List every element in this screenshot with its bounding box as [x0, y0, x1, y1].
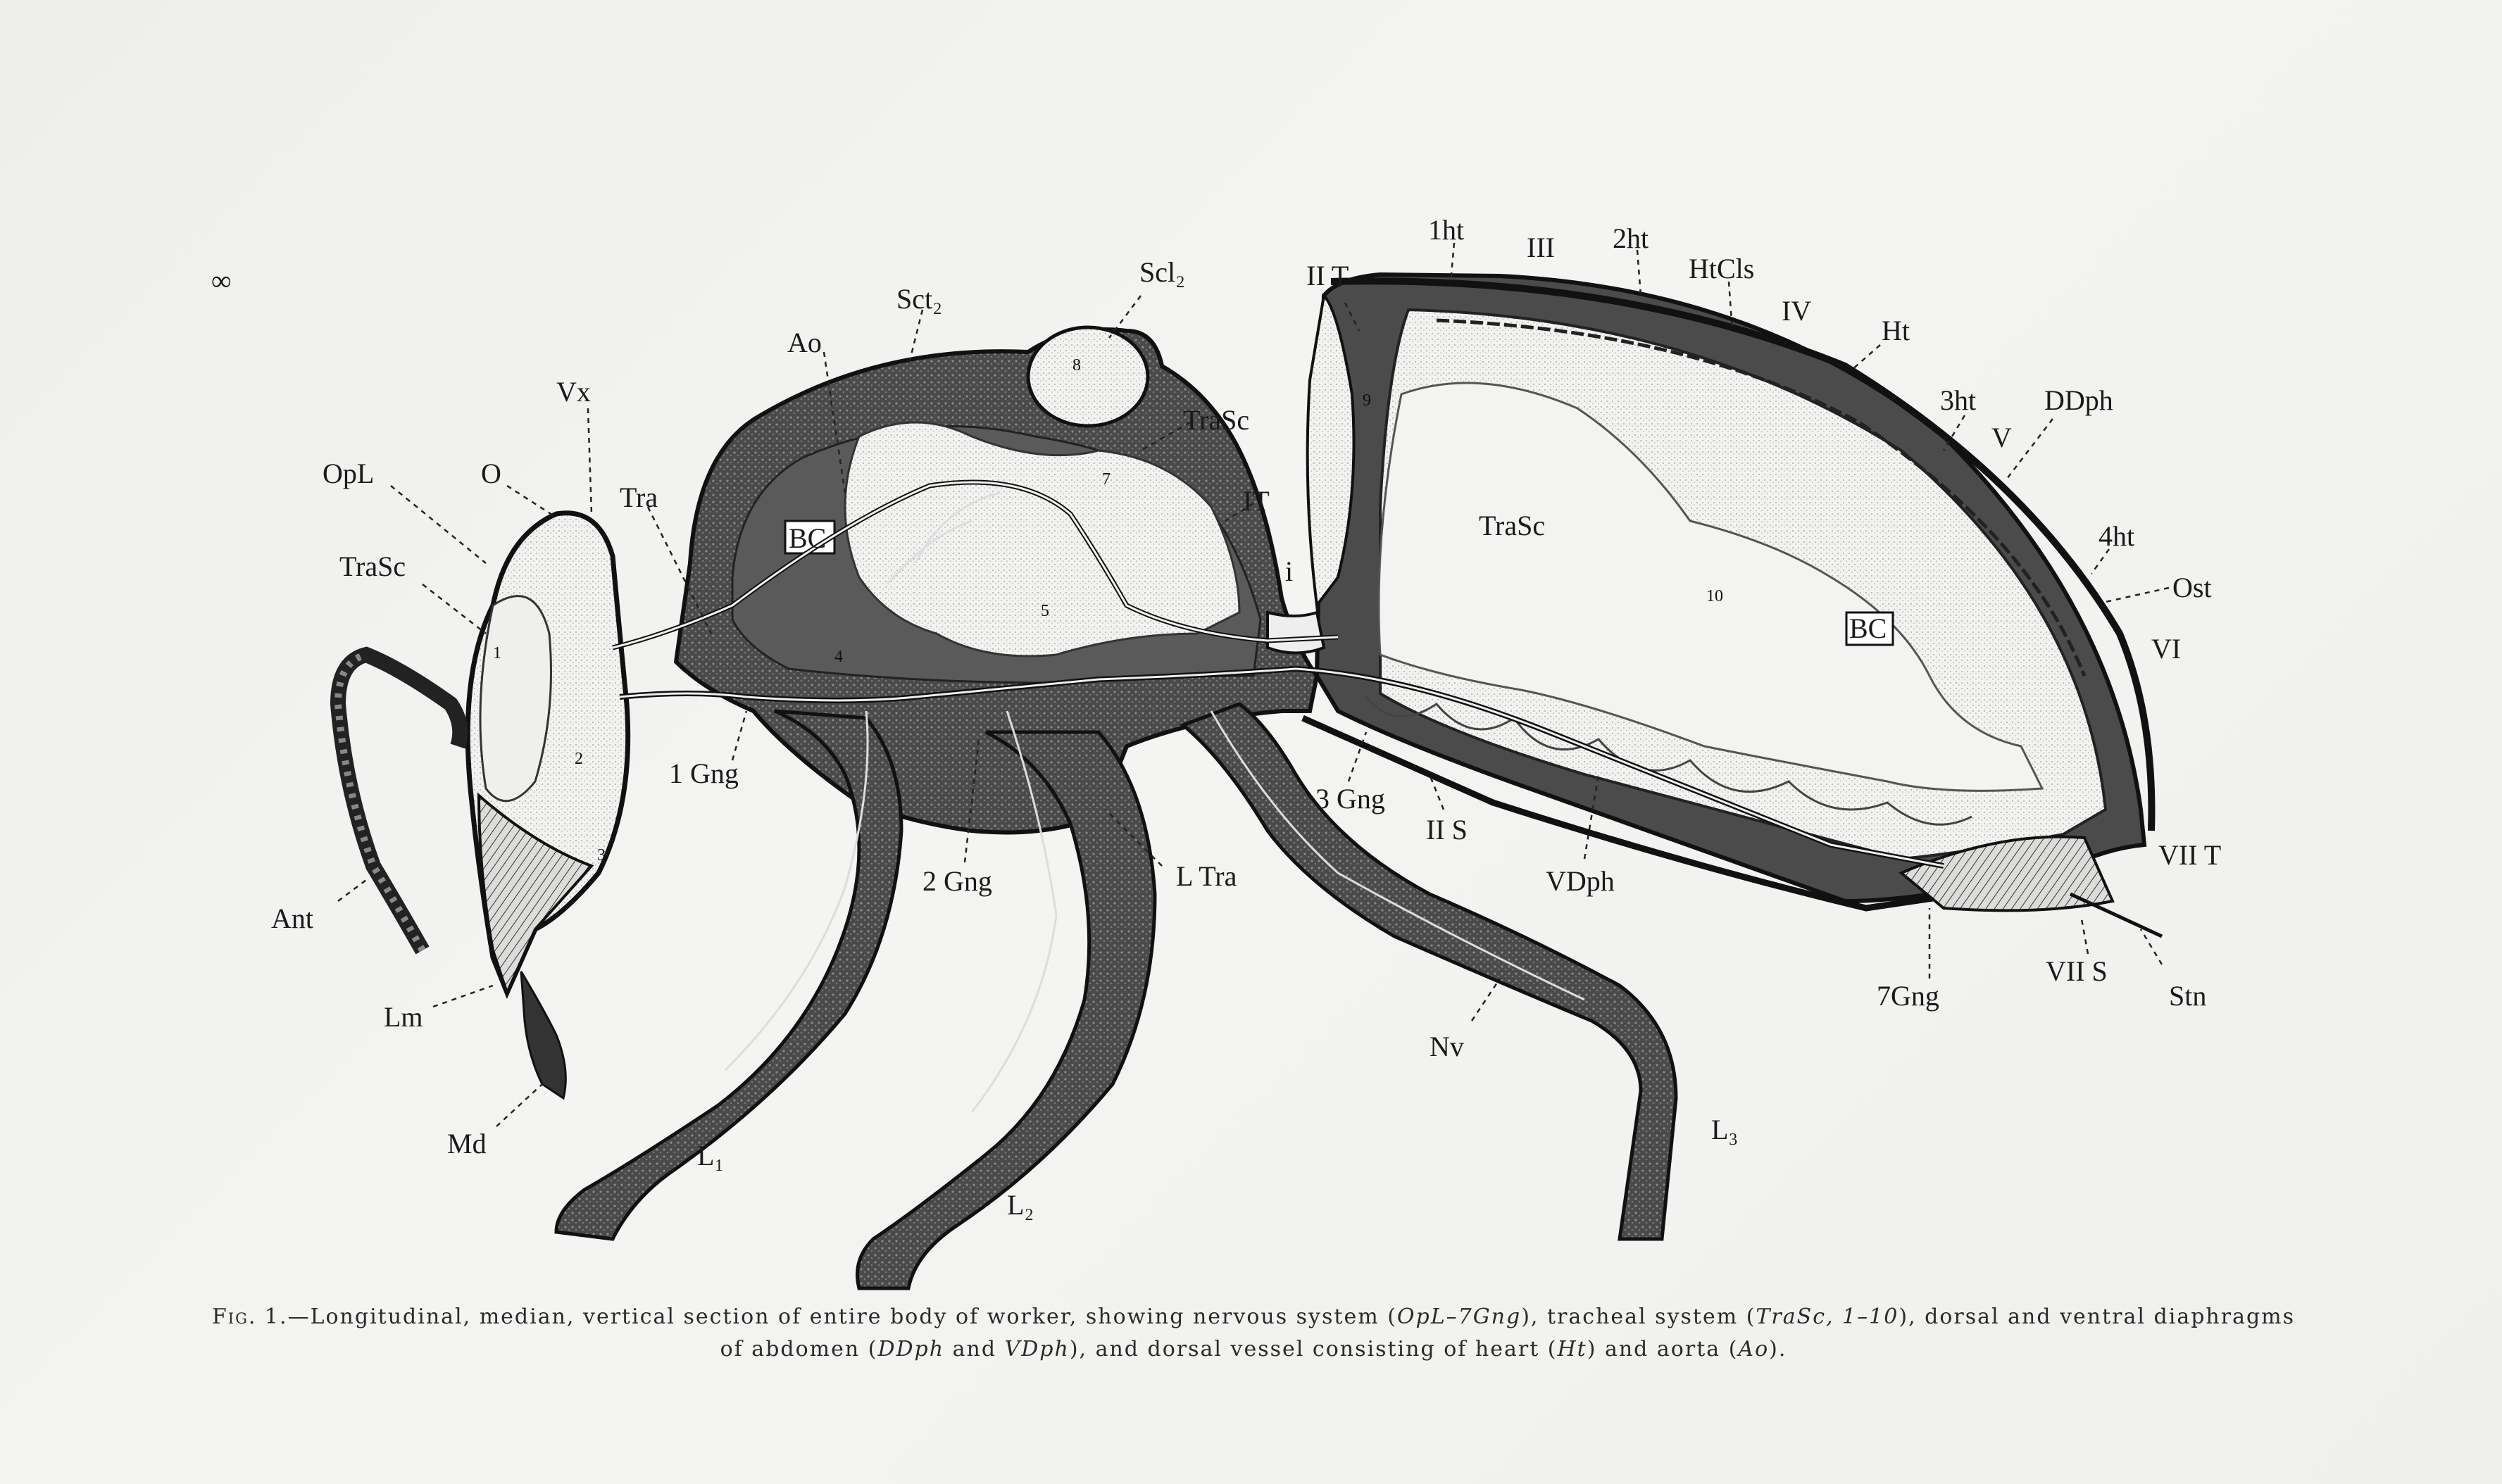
caption-text: —Longitudinal, median, vertical section of entire body of worker, showing nervous system (: [287, 1304, 1397, 1329]
sac-number: 7: [1102, 470, 1111, 489]
caption-text: ), tracheal system (: [1521, 1304, 1756, 1329]
label-2ht: 2ht: [1613, 222, 1649, 254]
sac-number: 8: [1072, 356, 1081, 375]
label-vdph: VDph: [1546, 865, 1615, 897]
caption-ref: DDph: [877, 1337, 945, 1362]
label-it: IT: [1243, 485, 1270, 517]
caption-fig-label: Fig. 1.: [211, 1304, 288, 1329]
label-htcls: HtCls: [1689, 253, 1755, 284]
label-viis: VII S: [2046, 955, 2108, 987]
sac-number: 9: [1363, 391, 1371, 410]
label-trasc-thorax: TraSc: [1183, 404, 1250, 436]
sac-number: 3: [597, 846, 606, 864]
antenna: [338, 655, 460, 950]
caption-text: ).: [1769, 1337, 1787, 1362]
caption-ref: Ht: [1557, 1337, 1587, 1362]
label-v: V: [1991, 422, 2012, 453]
label-l2: L₂: [1007, 1189, 1034, 1221]
page-marker: ∞: [211, 265, 232, 296]
sac-number: 4: [834, 648, 843, 666]
figure-caption: [211, 1301, 2296, 1366]
label-tra: Tra: [620, 482, 658, 513]
label-1gng: 1 Gng: [669, 757, 739, 789]
petiole: [1268, 612, 1324, 653]
head: [338, 513, 628, 1098]
label-trasc-head: TraSc: [339, 551, 406, 582]
label-bc-abdomen: BC: [1849, 612, 1887, 644]
label-1ht: 1ht: [1428, 214, 1465, 246]
caption-text: ), and dorsal vessel consisting of heart (: [1069, 1337, 1558, 1362]
label-opl: OpL: [323, 458, 375, 489]
mandible: [521, 971, 565, 1098]
caption-ref: OpL–7Gng: [1396, 1304, 1522, 1329]
label-2gng: 2 Gng: [922, 865, 992, 897]
label-trasc-abdomen: TraSc: [1479, 510, 1546, 541]
label-3gng: 3 Gng: [1315, 783, 1385, 815]
sac-number: 1: [493, 644, 501, 662]
sac-number: 5: [1041, 602, 1049, 620]
caption-text: ), dorsal and ventral diaphragms of abdomen (: [720, 1304, 2296, 1362]
sac-number: 2: [575, 750, 583, 768]
label-ltra: L Tra: [1176, 860, 1237, 892]
label-vi: VI: [2151, 633, 2182, 665]
label-sct2: Sct₂: [896, 283, 943, 315]
caption-ref: VDph: [1004, 1337, 1070, 1362]
label-l1: L₁: [697, 1140, 725, 1171]
caption-ref: TraSc, 1–10: [1756, 1304, 1899, 1329]
label-o: O: [481, 458, 501, 489]
label-nv: Nv: [1430, 1031, 1464, 1062]
label-vx: Vx: [556, 376, 591, 408]
legs: [556, 704, 1676, 1288]
label-stn: Stn: [2169, 980, 2207, 1012]
label-3ht: 3ht: [1940, 384, 1977, 416]
caption-text: ) and aorta (: [1587, 1337, 1739, 1362]
label-iis: II S: [1426, 814, 1468, 845]
label-ost: Ost: [2172, 572, 2212, 603]
scutellum-sac: [1028, 327, 1148, 426]
caption-ref: Ao: [1738, 1337, 1770, 1362]
label-md: Md: [447, 1128, 487, 1159]
label-viit: VII T: [2158, 839, 2222, 871]
label-ddph: DDph: [2044, 384, 2113, 416]
label-iii: III: [1527, 232, 1555, 263]
label-iv: IV: [1782, 295, 1812, 327]
label-iit: II T: [1306, 260, 1349, 291]
label-4ht: 4ht: [2098, 520, 2135, 552]
caption-text: and: [944, 1337, 1005, 1362]
sac-number: 10: [1706, 587, 1723, 605]
label-ht: Ht: [1882, 315, 1910, 346]
label-i: i: [1285, 555, 1294, 587]
label-ant: Ant: [271, 903, 313, 934]
label-ao: Ao: [787, 327, 822, 358]
label-bc-thorax: BC: [789, 522, 827, 554]
label-scl2: Scl₂: [1139, 256, 1186, 288]
label-l3: L₃: [1711, 1114, 1739, 1145]
label-7gng: 7Gng: [1877, 980, 1939, 1012]
label-lm: Lm: [384, 1001, 423, 1033]
